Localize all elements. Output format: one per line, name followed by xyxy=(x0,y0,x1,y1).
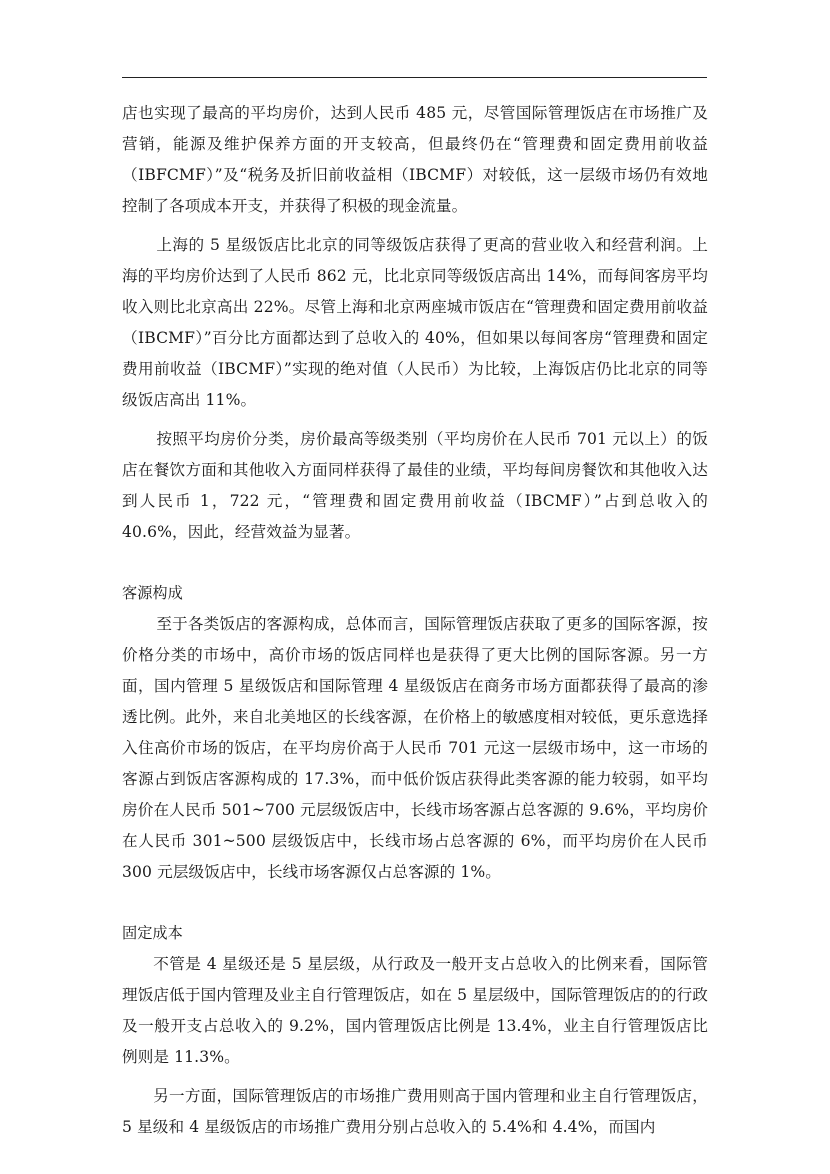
paragraph-5: 不管是 4 星级还是 5 星层级，从行政及一般开支占总收入的比例来看，国际管理饭店低于国内管理及业主自行管理饭店，如在 5 星层级中，国际管理饭店的的行政及一般开支占总收入的 9.2%，国内管理饭店比例是 13.4%，业主自行管理饭店比例则是 11.3%。 xyxy=(122,955,708,1066)
section-heading-customer-sources: 客源构成 xyxy=(122,584,183,602)
paragraph-2: 上海的 5 星级饭店比北京的同等级饭店获得了更高的营业收入和经营利润。上海的平均房价达到了人民币 862 元，比北京同等级饭店高出 14%，而每间客房平均收入则比北京高出 22%。尽管上海和北京两座城市饭店在“管理费和固定费用前收益（IBCMF）”百分比方面都达到了总收入的 40%，但如果以每间客房“管理费和固定费用前收益（IBCMF）”实现的绝对值（人民币）为比较，上海饭店仍比北京的同等级饭店高出 11%。 xyxy=(122,236,708,409)
paragraph-1: 店也实现了最高的平均房价，达到人民币 485 元，尽管国际管理饭店在市场推广及营销，能源及维护保养方面的开支较高，但最终仍在“管理费和固定费用前收益（IBFCMF）”及“税务及折旧前收益相（IBCMF）对较低，这一层级市场仍有效地控制了各项成本开支，并获得了积极的现金流量。 xyxy=(122,104,708,215)
paragraph-4: 至于各类饭店的客源构成，总体而言，国际管理饭店获取了更多的国际客源，按价格分类的市场中，高价市场的饭店同样也是获得了更大比例的国际客源。另一方面，国内管理 5 星级饭店和国际管理 4 星级饭店在商务市场方面都获得了最高的渗透比例。此外，来自北美地区的长线客源，在价格上的敏感度相对较低，更乐意选择入住高价市场的饭店，在平均房价高于人民币 701 元这一层级市场中，这一市场的客源占到饭店客源构成的 17.3%，而中低价饭店获得此类客源的能力较弱，如平均房价在人民币 501~700 元层级饭店中，长线市场客源占总客源的 9.6%，平均房价在人民币 301~500 层级饭店中，长线市场占总客源的 6%，而平均房价在人民币 300 元层级饭店中，长线市场客源仅占总客源的 1%。 xyxy=(122,615,708,881)
document-body xyxy=(122,98,708,1143)
header-rule xyxy=(122,77,707,78)
paragraph-3: 按照平均房价分类，房价最高等级类别（平均房价在人民币 701 元以上）的饭店在餐饮方面和其他收入方面同样获得了最佳的业绩，平均每间房餐饮和其他收入达到人民币 1，722 元，“管理费和固定费用前收益（IBCMF）”占到总收入的 40.6%，因此，经营效益为显著。 xyxy=(122,430,708,541)
paragraph-6: 另一方面，国际管理饭店的市场推广费用则高于国内管理和业主自行管理饭店，5 星级和 4 星级饭店的市场推广费用分别占总收入的 5.4%和 4.4%，而国内 xyxy=(122,1087,708,1136)
section-heading-fixed-costs: 固定成本 xyxy=(122,924,183,942)
